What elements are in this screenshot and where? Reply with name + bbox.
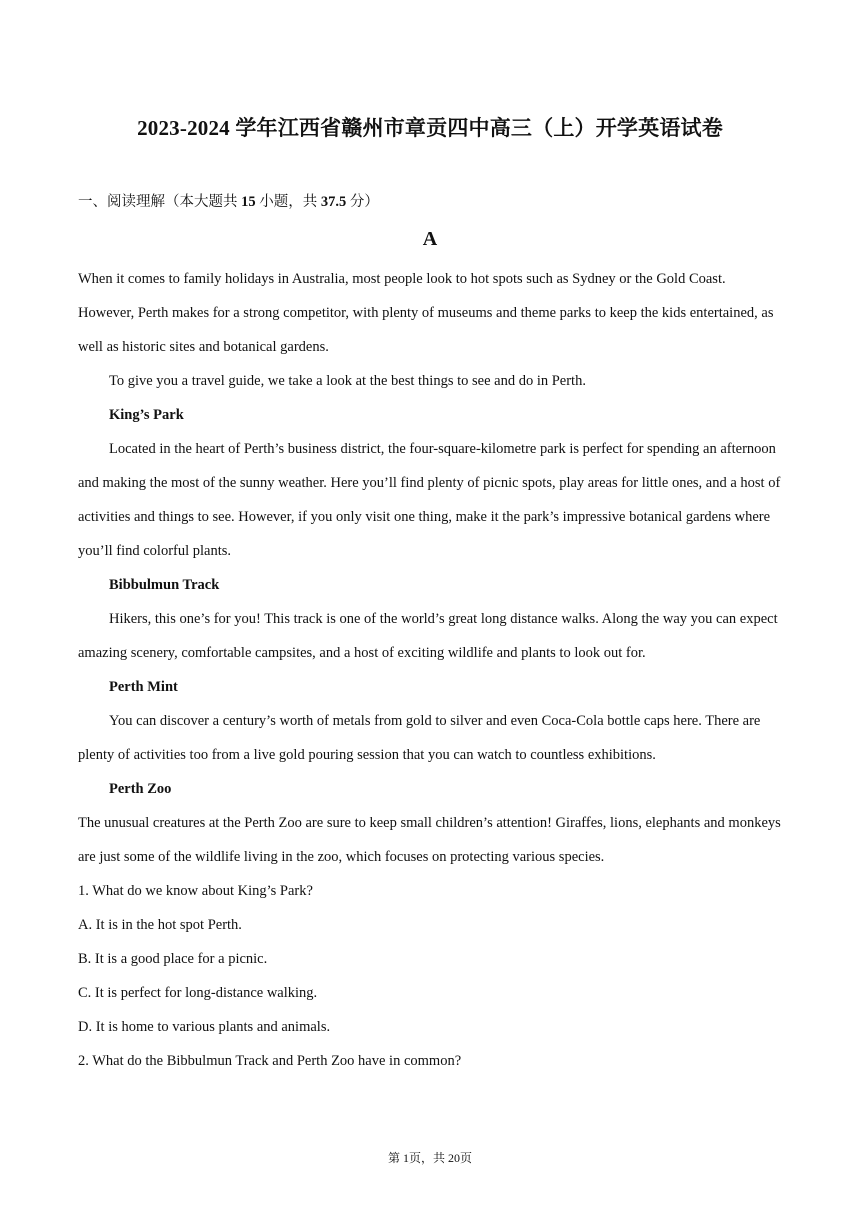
page-footer: 第 1页，共 20页 — [387, 1151, 472, 1165]
exam-title: 2023-2024 学年江西省赣州市章贡四中高三（上）开学英语试卷 — [137, 116, 723, 140]
heading-kings-park: King’s Park — [109, 407, 184, 423]
question-1-option-c: C. It is perfect for long-distance walking. — [78, 985, 318, 1001]
question-1: 1. What do we know about King’s Park? — [78, 883, 313, 899]
paragraph-bibbulmun-track: Hikers, this one’s for you! This track is one of the world’s great long distance walks. Along the way you can expect amazing scenery, comfortable campsites, and a host of exciting wildlife and plants to look out for. — [78, 611, 778, 661]
section-mid: 小题，共 — [255, 194, 321, 210]
section-heading — [78, 190, 379, 211]
paragraph-kings-park: Located in the heart of Perth’s business district, the four-square-kilometre park is perfect for spending an afternoon and making the most of the sunny weather. Here you’ll find plenty of picnic spots, play areas for little ones, and a host of activities and things to see. However, if you only visit one thing, make it the park’s impressive botanical gardens where you’ll find colorful plants. — [78, 441, 781, 559]
section-prefix: 一、阅读理解（本大题共 — [78, 194, 242, 210]
question-1-option-d: D. It is home to various plants and animals. — [78, 1019, 331, 1035]
heading-perth-zoo: Perth Zoo — [109, 781, 172, 797]
heading-perth-mint: Perth Mint — [109, 679, 178, 695]
paragraph-guide: To give you a travel guide, we take a look at the best things to see and do in Perth. — [109, 373, 586, 389]
section-score: 37.5 — [320, 194, 347, 210]
section-suffix: 分） — [346, 194, 379, 210]
heading-bibbulmun-track: Bibbulmun Track — [109, 577, 220, 593]
paragraph-intro: When it comes to family holidays in Australia, most people look to hot spots such as Sydney or the Gold Coast. However, Perth makes for a strong competitor, with plenty of museums and theme parks to keep the kids entertained, as well as historic sites and botanical gardens. — [78, 271, 774, 355]
passage-body — [78, 262, 784, 1078]
paragraph-perth-zoo: The unusual creatures at the Perth Zoo are sure to keep small children’s attention! Giraffes, lions, elephants and monkeys are just some of the wildlife living in the zoo, which focuses on protecting various species. — [78, 815, 781, 865]
question-count: 15 — [241, 194, 256, 210]
question-1-option-a: A. It is in the hot spot Perth. — [78, 917, 242, 933]
question-2: 2. What do the Bibbulmun Track and Perth Zoo have in common? — [78, 1053, 462, 1069]
paragraph-perth-mint: You can discover a century’s worth of metals from gold to silver and even Coca-Cola bottle caps here. There are plenty of activities too from a live gold pouring session that you can watch to countless exhibitions. — [78, 713, 761, 763]
passage-letter: A — [422, 228, 438, 250]
question-1-option-b: B. It is a good place for a picnic. — [78, 951, 268, 967]
